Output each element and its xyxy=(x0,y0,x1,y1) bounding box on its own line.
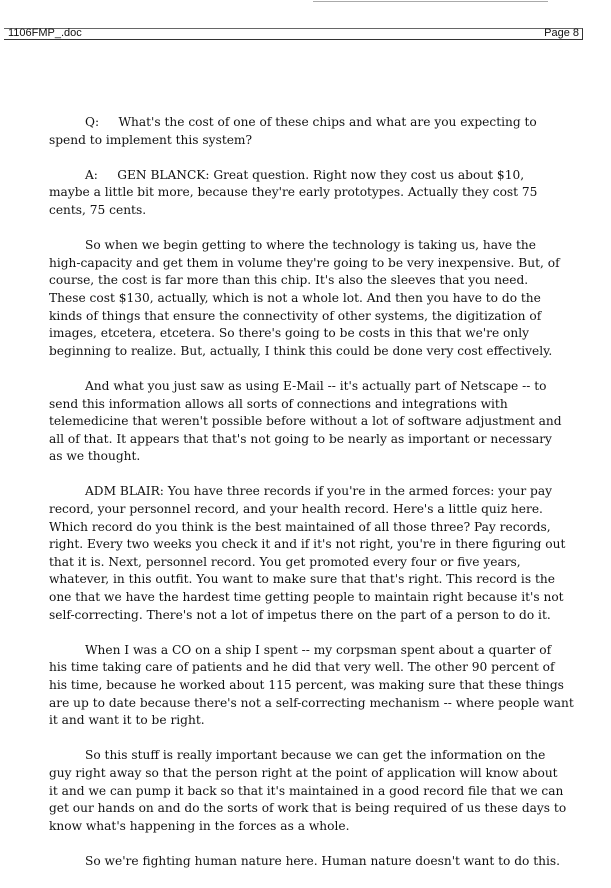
text-line: And what you just saw as using E-Mail -- it's actually part of Netscape -- to xyxy=(85,378,547,393)
text-line: maybe a little bit more, because they're early prototypes. Actually they cost 75 xyxy=(49,185,538,200)
text-line: know what's happening in the forces as a whole. xyxy=(49,818,350,833)
text-line: These cost $130, actually, which is not a whole lot. And then you have to do the xyxy=(49,290,541,305)
text-line: it and we can pump it back so that it's maintained in a good record file that we can xyxy=(49,783,564,798)
text-line: course, the cost is far more than this chip. It's also the sleeves that you need. xyxy=(49,273,529,288)
text-line: cents, 75 cents. xyxy=(49,202,147,217)
page-header xyxy=(4,28,583,40)
text-line: telemedicine that weren't possible before without a lot of software adjustment and xyxy=(49,414,562,429)
text-line: spend to implement this system? xyxy=(49,132,253,147)
text-line: kinds of things that ensure the connectivity of other systems, the digitization of xyxy=(49,308,542,323)
paragraph xyxy=(49,114,589,149)
text-line: Which record do you think is the best maintained of all those three? Pay records, xyxy=(49,519,551,534)
text-line: his time taking care of patients and he did that very well. The other 90 percent of xyxy=(49,660,555,675)
text-line: it and want it to be right. xyxy=(49,713,205,728)
text-line: that it is. Next, personnel record. You get promoted every four or five years, xyxy=(49,554,521,569)
text-line: When I was a CO on a ship I spent -- my corpsman spent about a quarter of xyxy=(85,642,552,657)
text-line: right. Every two weeks you check it and if it's not right, you're in there figuring out xyxy=(49,537,566,552)
text-line: self-correcting. There's not a lot of impetus there on the part of a person to do it. xyxy=(49,607,551,622)
paragraph xyxy=(49,853,589,871)
paragraph xyxy=(49,642,589,730)
text-line: high-capacity and get them in volume they're going to be very inexpensive. But, of xyxy=(49,255,560,270)
paragraph xyxy=(49,167,589,220)
paragraph xyxy=(49,237,589,360)
text-line: ADM BLAIR: You have three records if you're in the armed forces: your pay xyxy=(85,484,552,499)
text-line: guy right away so that the person right at the point of application will know about xyxy=(49,765,558,780)
text-line: images, etcetera, etcetera. So there's going to be costs in this that we're only xyxy=(49,326,530,341)
text-line: his time, because he worked about 115 percent, was making sure that these things xyxy=(49,678,564,692)
text-line: send this information allows all sorts of connections and integrations with xyxy=(49,396,508,411)
header-filename: 1106FMP_.doc xyxy=(8,27,82,39)
paragraph xyxy=(49,747,589,835)
paragraph xyxy=(49,483,589,624)
text-line: all of that. It appears that that's not going to be nearly as important or necessary xyxy=(49,431,552,446)
paragraph xyxy=(49,378,589,466)
document-body xyxy=(49,114,589,888)
text-line: Q: What's the cost of one of these chips and what are you expecting to xyxy=(85,115,537,129)
text-line: whatever, in this outfit. You want to make sure that that's right. This record is the xyxy=(49,572,555,587)
text-line: are up to date because there's not a self-correcting mechanism -- where people want xyxy=(49,695,574,710)
scan-artifact-line xyxy=(313,1,548,2)
text-line: as we thought. xyxy=(49,449,141,464)
text-line: So this stuff is really important because we can get the information on the xyxy=(85,748,546,763)
text-line: So when we begin getting to where the technology is taking us, have the xyxy=(85,238,536,253)
text-line: one that we have the hardest time getting people to maintain right because it's not xyxy=(49,590,564,605)
text-line: So we're fighting human nature here. Human nature doesn't want to do this. xyxy=(85,853,561,868)
text-line: record, your personnel record, and your health record. Here's a little quiz here. xyxy=(49,502,543,517)
text-line: beginning to realize. But, actually, I think this could be done very cost effectively. xyxy=(49,343,553,358)
text-line: get our hands on and do the sorts of work that is being required of us these days to xyxy=(49,801,567,816)
text-line: A: GEN BLANCK: Great question. Right now they cost us about $10, xyxy=(85,167,525,182)
header-page-number: Page 8 xyxy=(544,27,579,39)
